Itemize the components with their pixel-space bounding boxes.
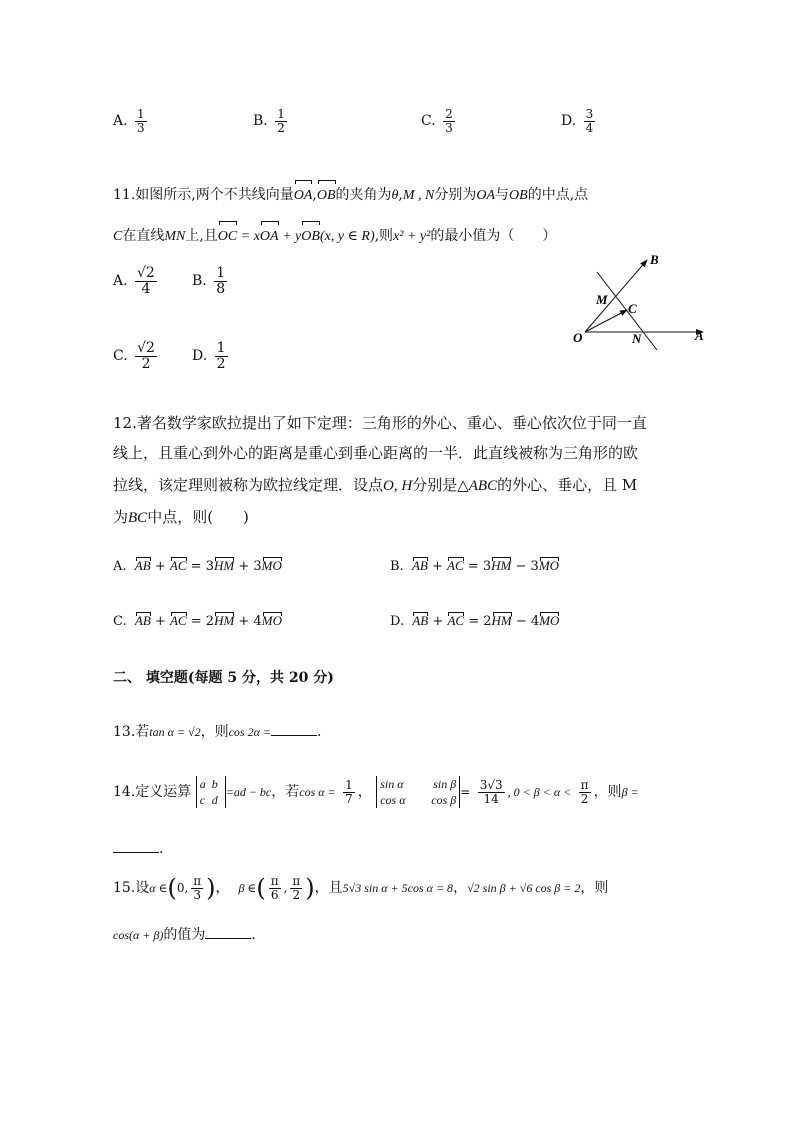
line-mn: MN: [164, 229, 186, 244]
q14-text: 14.定义运算: [113, 784, 192, 800]
option-letter: B.: [192, 273, 207, 290]
q14-text: ，若: [271, 784, 300, 800]
vector-oa: OA: [260, 222, 279, 252]
equation-part: + y: [278, 229, 302, 244]
paren: (: [256, 874, 266, 902]
paren: ): [206, 874, 216, 902]
label-b: B: [650, 252, 659, 267]
q11-text: 分别为: [434, 187, 477, 203]
vector-oc: OC: [218, 222, 237, 252]
label-a: A: [695, 328, 704, 343]
segment-ob: OB: [509, 188, 528, 203]
operator: +: [154, 614, 166, 629]
vector-ob: OB: [317, 181, 336, 211]
option-letter: C.: [113, 348, 128, 365]
equals: =: [190, 614, 202, 629]
q11-text: 与: [495, 187, 510, 203]
q10-option-d: [561, 108, 598, 134]
theta: θ: [391, 188, 399, 203]
q12-text: 为: [113, 508, 129, 526]
q12-text: 拉线，该定理则被称为欧拉线定理．设点: [113, 476, 384, 494]
q11-text: ,则: [374, 228, 394, 244]
q14-answer-line: [113, 840, 163, 857]
vector-mo: MO: [539, 613, 560, 628]
q15-text: ，: [215, 880, 230, 896]
fraction: $\frac{1}{7}$: [345, 777, 353, 806]
q13-text: ，则: [200, 724, 229, 740]
fraction: $\frac{\pi}{2}$: [292, 873, 301, 902]
vector-ac: AC: [447, 613, 465, 628]
q15-text: ，则: [580, 880, 609, 896]
segment-oa: OA: [476, 188, 496, 203]
q15-line-2: [113, 924, 256, 944]
vector-mo: MO: [538, 558, 560, 573]
answer-blank: [113, 840, 159, 853]
interval-part: 0,: [176, 881, 189, 895]
q12-text: 的外心、垂心，且 M: [497, 476, 638, 494]
answer-blank: [271, 723, 317, 736]
fraction: $\frac{\pi}{2}$: [580, 777, 589, 806]
equation-1: 5√3 sin α + 5cos α = 8: [342, 881, 454, 895]
q12-line-3: [113, 470, 637, 501]
q11-text: ,: [398, 187, 403, 203]
operator: −: [515, 559, 527, 574]
condition: (x, y ∈ R): [319, 229, 375, 244]
segment-bc: BC: [128, 510, 148, 526]
q10-option-b: [253, 108, 290, 134]
vector-ab: AB: [134, 613, 151, 628]
q11-option-b: [192, 266, 230, 296]
option-letter: A.: [113, 273, 128, 290]
paren: ): [305, 874, 315, 902]
determinant-definition: [196, 776, 226, 808]
option-letter: D.: [390, 614, 405, 629]
equation-2: √2 sin β + √6 cos β = 2: [467, 881, 581, 895]
option-letter: B.: [253, 113, 268, 130]
q15-line-1: [113, 874, 608, 902]
vector-oc: [585, 310, 627, 332]
q15-text: 的值为: [163, 927, 206, 943]
q11-text: 上,且: [185, 228, 218, 244]
fraction: $\frac{1}{3}$: [137, 107, 145, 135]
q11-text: 的中点,点: [527, 187, 589, 203]
section-heading: 二、 填空题(每题 5 分，共 20 分): [113, 670, 334, 686]
condition: , 0 < β < α <: [507, 785, 572, 799]
vector-oa: OA: [294, 181, 313, 211]
operator: −: [515, 614, 527, 629]
vector-ab: AB: [412, 613, 429, 628]
det-entry: sin α: [380, 777, 404, 791]
vector-mo: MO: [261, 558, 282, 573]
q14-text: ，: [357, 784, 372, 800]
q11-option-d: [192, 341, 231, 371]
triangle-abc: △ABC: [457, 478, 498, 494]
points-m-n: M , N: [402, 188, 435, 203]
coefficient: 3: [205, 559, 214, 574]
q10-option-a: [113, 108, 150, 134]
q12-option-a: [113, 558, 282, 574]
option-letter: D.: [192, 348, 208, 365]
option-letter: A.: [113, 113, 128, 130]
answer-blank: [205, 926, 251, 939]
cos-sum-expression: cos(α + β): [113, 928, 164, 942]
det-entry: a: [199, 777, 206, 791]
fraction: $\frac{√2}{4}$: [137, 265, 155, 297]
coefficient: 4: [530, 614, 540, 629]
comma: ,: [312, 187, 317, 203]
vector-ac: AC: [169, 558, 187, 573]
q12-line-2: 线上，且重心到外心的距离是重心到垂心距离的一半．此直线被称为三角形的欧: [113, 444, 639, 462]
beta-in: β ∈: [238, 881, 257, 895]
period: .: [251, 927, 256, 943]
det-entry: cos α: [380, 793, 406, 807]
q14: [113, 776, 639, 808]
coefficient: 2: [483, 614, 492, 629]
q11-text: 11.如图所示,两个不共线向量: [113, 187, 294, 203]
equals: =: [190, 559, 202, 574]
vector-hm: HM: [213, 558, 235, 573]
q15-text: 15.设: [113, 880, 150, 896]
vector-mo: MO: [261, 613, 282, 628]
q15-text: ，: [453, 880, 468, 896]
comma: ,: [283, 881, 288, 895]
fraction: $\frac{1}{2}$: [216, 340, 226, 372]
vector-hm: HM: [491, 558, 512, 573]
q11-text: 在直线: [122, 228, 165, 244]
tan-expression: tan α = √2: [149, 725, 201, 739]
coefficient: 3: [530, 559, 539, 574]
label-o: O: [573, 330, 583, 345]
det-entry: sin β: [433, 777, 457, 791]
equals: =: [467, 559, 479, 574]
fraction: $\frac{\pi}{6}$: [270, 873, 279, 902]
equals: =: [460, 785, 471, 799]
operator: +: [238, 614, 250, 629]
vector-ab: AB: [134, 558, 151, 573]
q13: [113, 721, 321, 741]
fraction: $\frac{1}{2}$: [277, 107, 285, 135]
period: .: [159, 841, 164, 857]
label-n: N: [632, 331, 642, 346]
q14-text: ，则: [593, 784, 622, 800]
det-entry: c: [199, 793, 206, 807]
q10-option-c: [421, 108, 458, 134]
q11-option-c: [113, 341, 160, 371]
alpha-in: α ∈: [149, 881, 168, 895]
option-letter: C.: [113, 614, 127, 629]
fraction: $\frac{3√3}{14}$: [479, 777, 503, 806]
paren: (: [167, 874, 177, 902]
fraction: $\frac{1}{8}$: [216, 265, 226, 297]
vector-ac: AC: [447, 558, 464, 573]
operator: +: [154, 559, 166, 574]
option-letter: D.: [561, 113, 577, 130]
q11-option-a: [113, 266, 160, 296]
fraction: $\frac{3}{4}$: [585, 107, 594, 135]
q12-text: 分别是: [412, 476, 458, 494]
coefficient: 2: [205, 614, 215, 629]
vector-hm: HM: [491, 613, 512, 628]
q13-text: 13.若: [113, 724, 150, 740]
equation-part: = x: [237, 229, 260, 244]
q12-option-c: [113, 613, 282, 629]
point-c: C: [113, 229, 123, 244]
q12-option-d: [390, 613, 559, 629]
coefficient: 3: [253, 559, 262, 574]
det-entry: cos β: [431, 793, 457, 807]
q15-text: ，且: [314, 880, 343, 896]
expression: x² + y²: [393, 229, 431, 244]
q12-text: 中点，则( ): [147, 508, 249, 526]
q12-option-b: [390, 558, 559, 574]
operator: +: [432, 614, 444, 629]
fraction: $\frac{√2}{2}$: [137, 340, 155, 372]
determinant-value: [376, 776, 460, 808]
q11-line-1: [113, 180, 588, 211]
det-entry: b: [211, 777, 218, 791]
coefficient: 4: [253, 614, 262, 629]
vector-hm: HM: [214, 613, 235, 628]
option-letter: A.: [113, 559, 127, 574]
operator: +: [238, 559, 250, 574]
beta: β =: [621, 785, 639, 799]
cos-alpha: cos α =: [299, 785, 336, 799]
vector-ob: OB: [301, 222, 320, 252]
vector-ac: AC: [169, 613, 187, 628]
q11-line-2: [113, 221, 556, 252]
operator: +: [431, 559, 443, 574]
det-entry: d: [211, 793, 218, 807]
q12-line-4: [113, 502, 249, 533]
definition: =ad − bc: [225, 785, 272, 799]
period: .: [317, 724, 322, 740]
equals: =: [468, 614, 480, 629]
q11-text: 的最小值为（ ）: [430, 228, 557, 244]
q11-text: 的夹角为: [335, 187, 392, 203]
label-m: M: [596, 292, 608, 307]
option-letter: B.: [390, 559, 404, 574]
q11-figure: [565, 250, 715, 355]
coefficient: 3: [482, 559, 492, 574]
points-o-h: O, H: [383, 478, 413, 494]
fraction: $\frac{\pi}{3}$: [193, 873, 202, 902]
option-letter: C.: [421, 113, 436, 130]
vector-ab: AB: [411, 558, 428, 573]
fraction: $\frac{2}{3}$: [445, 107, 453, 135]
q12-line-1: 12.著名数学家欧拉提出了如下定理：三角形的外心、重心、垂心依次位于同一直: [113, 414, 647, 432]
cos-expression: cos 2α =: [228, 725, 271, 739]
label-c: C: [628, 301, 637, 316]
